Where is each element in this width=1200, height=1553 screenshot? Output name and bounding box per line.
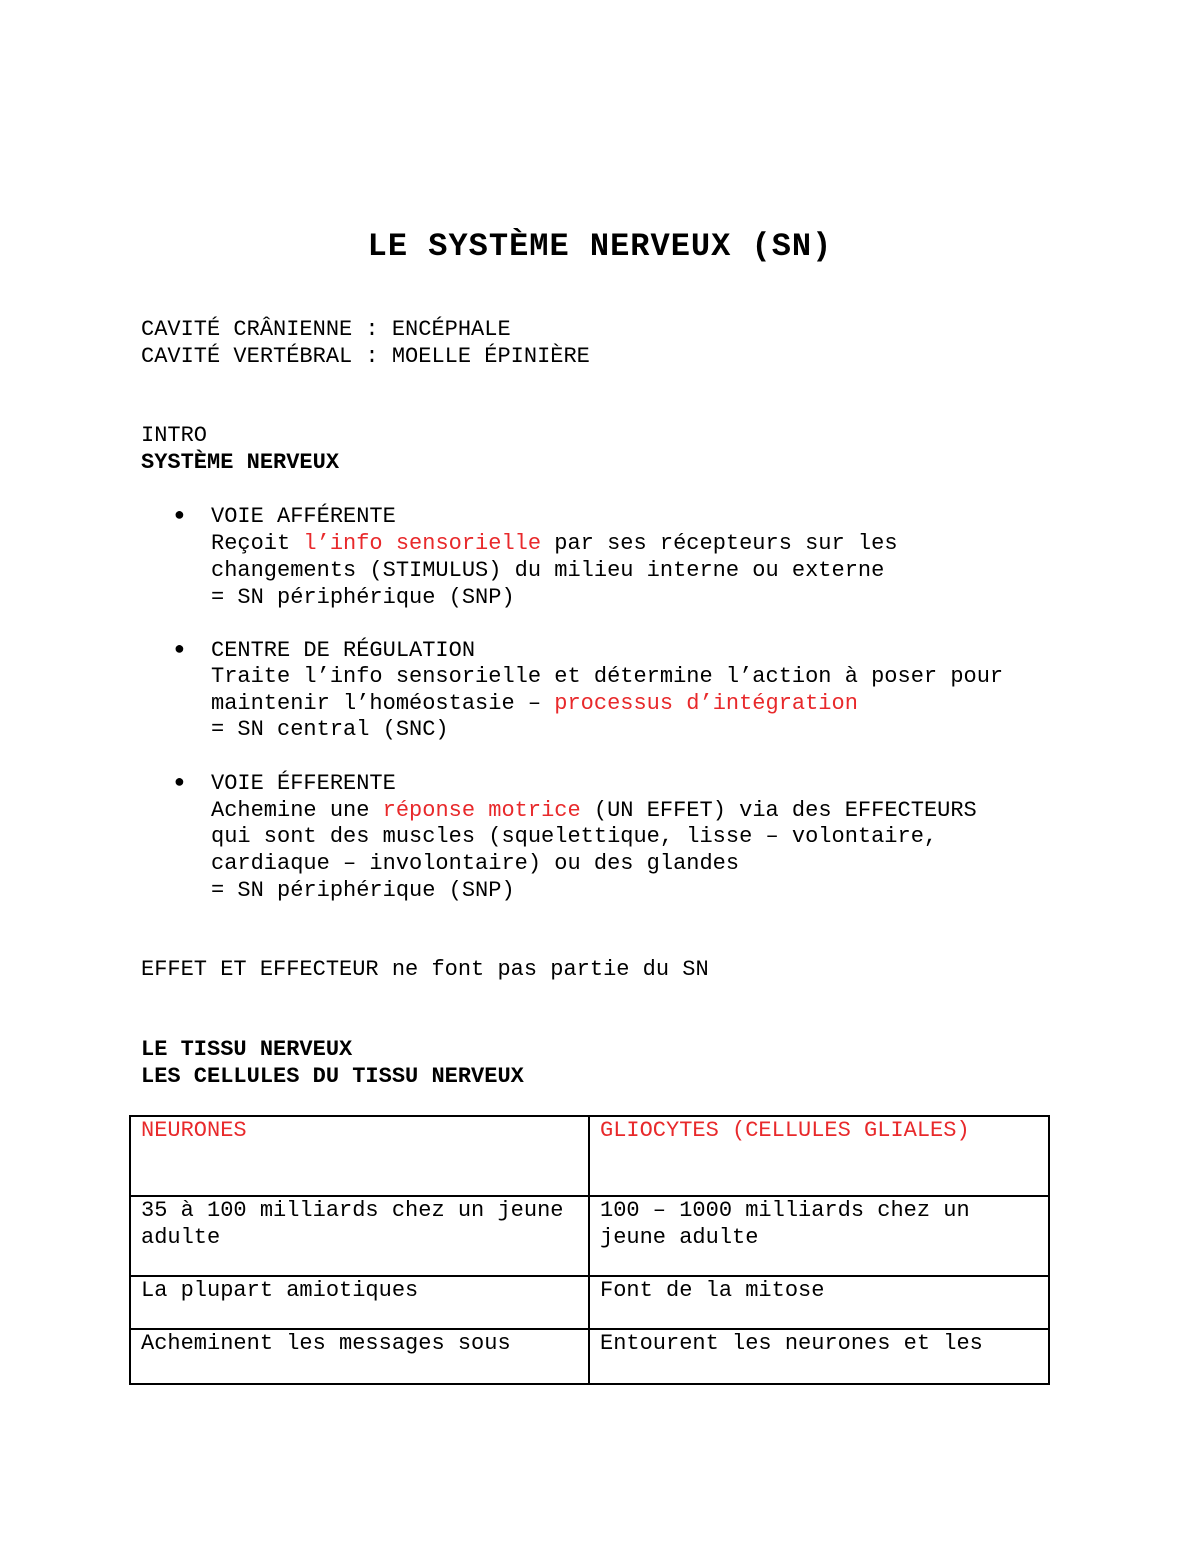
- cavite-vertebral: CAVITÉ VERTÉBRAL : MOELLE ÉPINIÈRE: [141, 344, 590, 369]
- cellules-heading: LES CELLULES DU TISSU NERVEUX: [141, 1064, 524, 1089]
- voie-efferente-line-3: cardiaque – involontaire) ou des glandes: [211, 851, 740, 876]
- highlight-reponse-motrice: réponse motrice: [382, 798, 581, 823]
- voie-efferente-line-1: Achemine une réponse motrice (UN EFFET) via des EFFECTEURS: [211, 798, 977, 823]
- bullet-icon: ●: [174, 640, 185, 660]
- table-row: [130, 1196, 1049, 1276]
- tissu-heading: LE TISSU NERVEUX: [141, 1037, 353, 1062]
- table-cell: Entourent les neurones et les: [589, 1329, 1049, 1384]
- table-cell: La plupart amiotiques: [130, 1276, 589, 1329]
- voie-efferente-heading: VOIE ÉFFERENTE: [211, 771, 396, 796]
- voie-efferente-line-4: = SN périphérique (SNP): [211, 878, 515, 903]
- effet-note: EFFET ET EFFECTEUR ne font pas partie du SN: [141, 957, 709, 982]
- voie-afferente-heading: VOIE AFFÉRENTE: [211, 504, 396, 529]
- header-neurones: NEURONES: [130, 1116, 589, 1196]
- centre-line-1: Traite l’info sensorielle et détermine l’action à poser pour: [211, 664, 1004, 689]
- page-title: LE SYSTÈME NERVEUX (SN): [367, 228, 833, 265]
- table-cell: Acheminent les messages sous: [130, 1329, 589, 1384]
- table-row: [130, 1329, 1049, 1384]
- voie-afferente-line-3: = SN périphérique (SNP): [211, 585, 515, 610]
- systeme-nerveux-heading: SYSTÈME NERVEUX: [141, 450, 340, 475]
- voie-afferente-line-2: changements (STIMULUS) du milieu interne ou externe: [211, 558, 885, 583]
- bullet-icon: ●: [174, 773, 185, 793]
- voie-efferente-line-2: qui sont des muscles (squelettique, lisse – volontaire,: [211, 824, 938, 849]
- voie-afferente-line-1: Reçoit l’info sensorielle par ses récepteurs sur les: [211, 531, 898, 556]
- centre-heading: CENTRE DE RÉGULATION: [211, 638, 476, 663]
- intro-label: INTRO: [141, 423, 208, 448]
- centre-line-3: = SN central (SNC): [211, 717, 449, 742]
- table-cell: Font de la mitose: [589, 1276, 1049, 1329]
- cavite-cranienne: CAVITÉ CRÂNIENNE : ENCÉPHALE: [141, 317, 511, 342]
- centre-line-2: maintenir l’homéostasie – processus d’intégration: [211, 691, 858, 716]
- table-cell: 35 à 100 milliards chez un jeune adulte: [130, 1196, 589, 1276]
- cells-table: [129, 1115, 1050, 1385]
- table-cell: 100 – 1000 milliards chez un jeune adulte: [589, 1196, 1049, 1276]
- table-row: [130, 1276, 1049, 1329]
- highlight-processus-integration: processus d’intégration: [554, 691, 858, 716]
- header-gliocytes: GLIOCYTES (CELLULES GLIALES): [589, 1116, 1049, 1196]
- table-header-row: [130, 1116, 1049, 1196]
- highlight-info-sensorielle: l’info sensorielle: [303, 531, 542, 556]
- bullet-icon: ●: [174, 506, 185, 526]
